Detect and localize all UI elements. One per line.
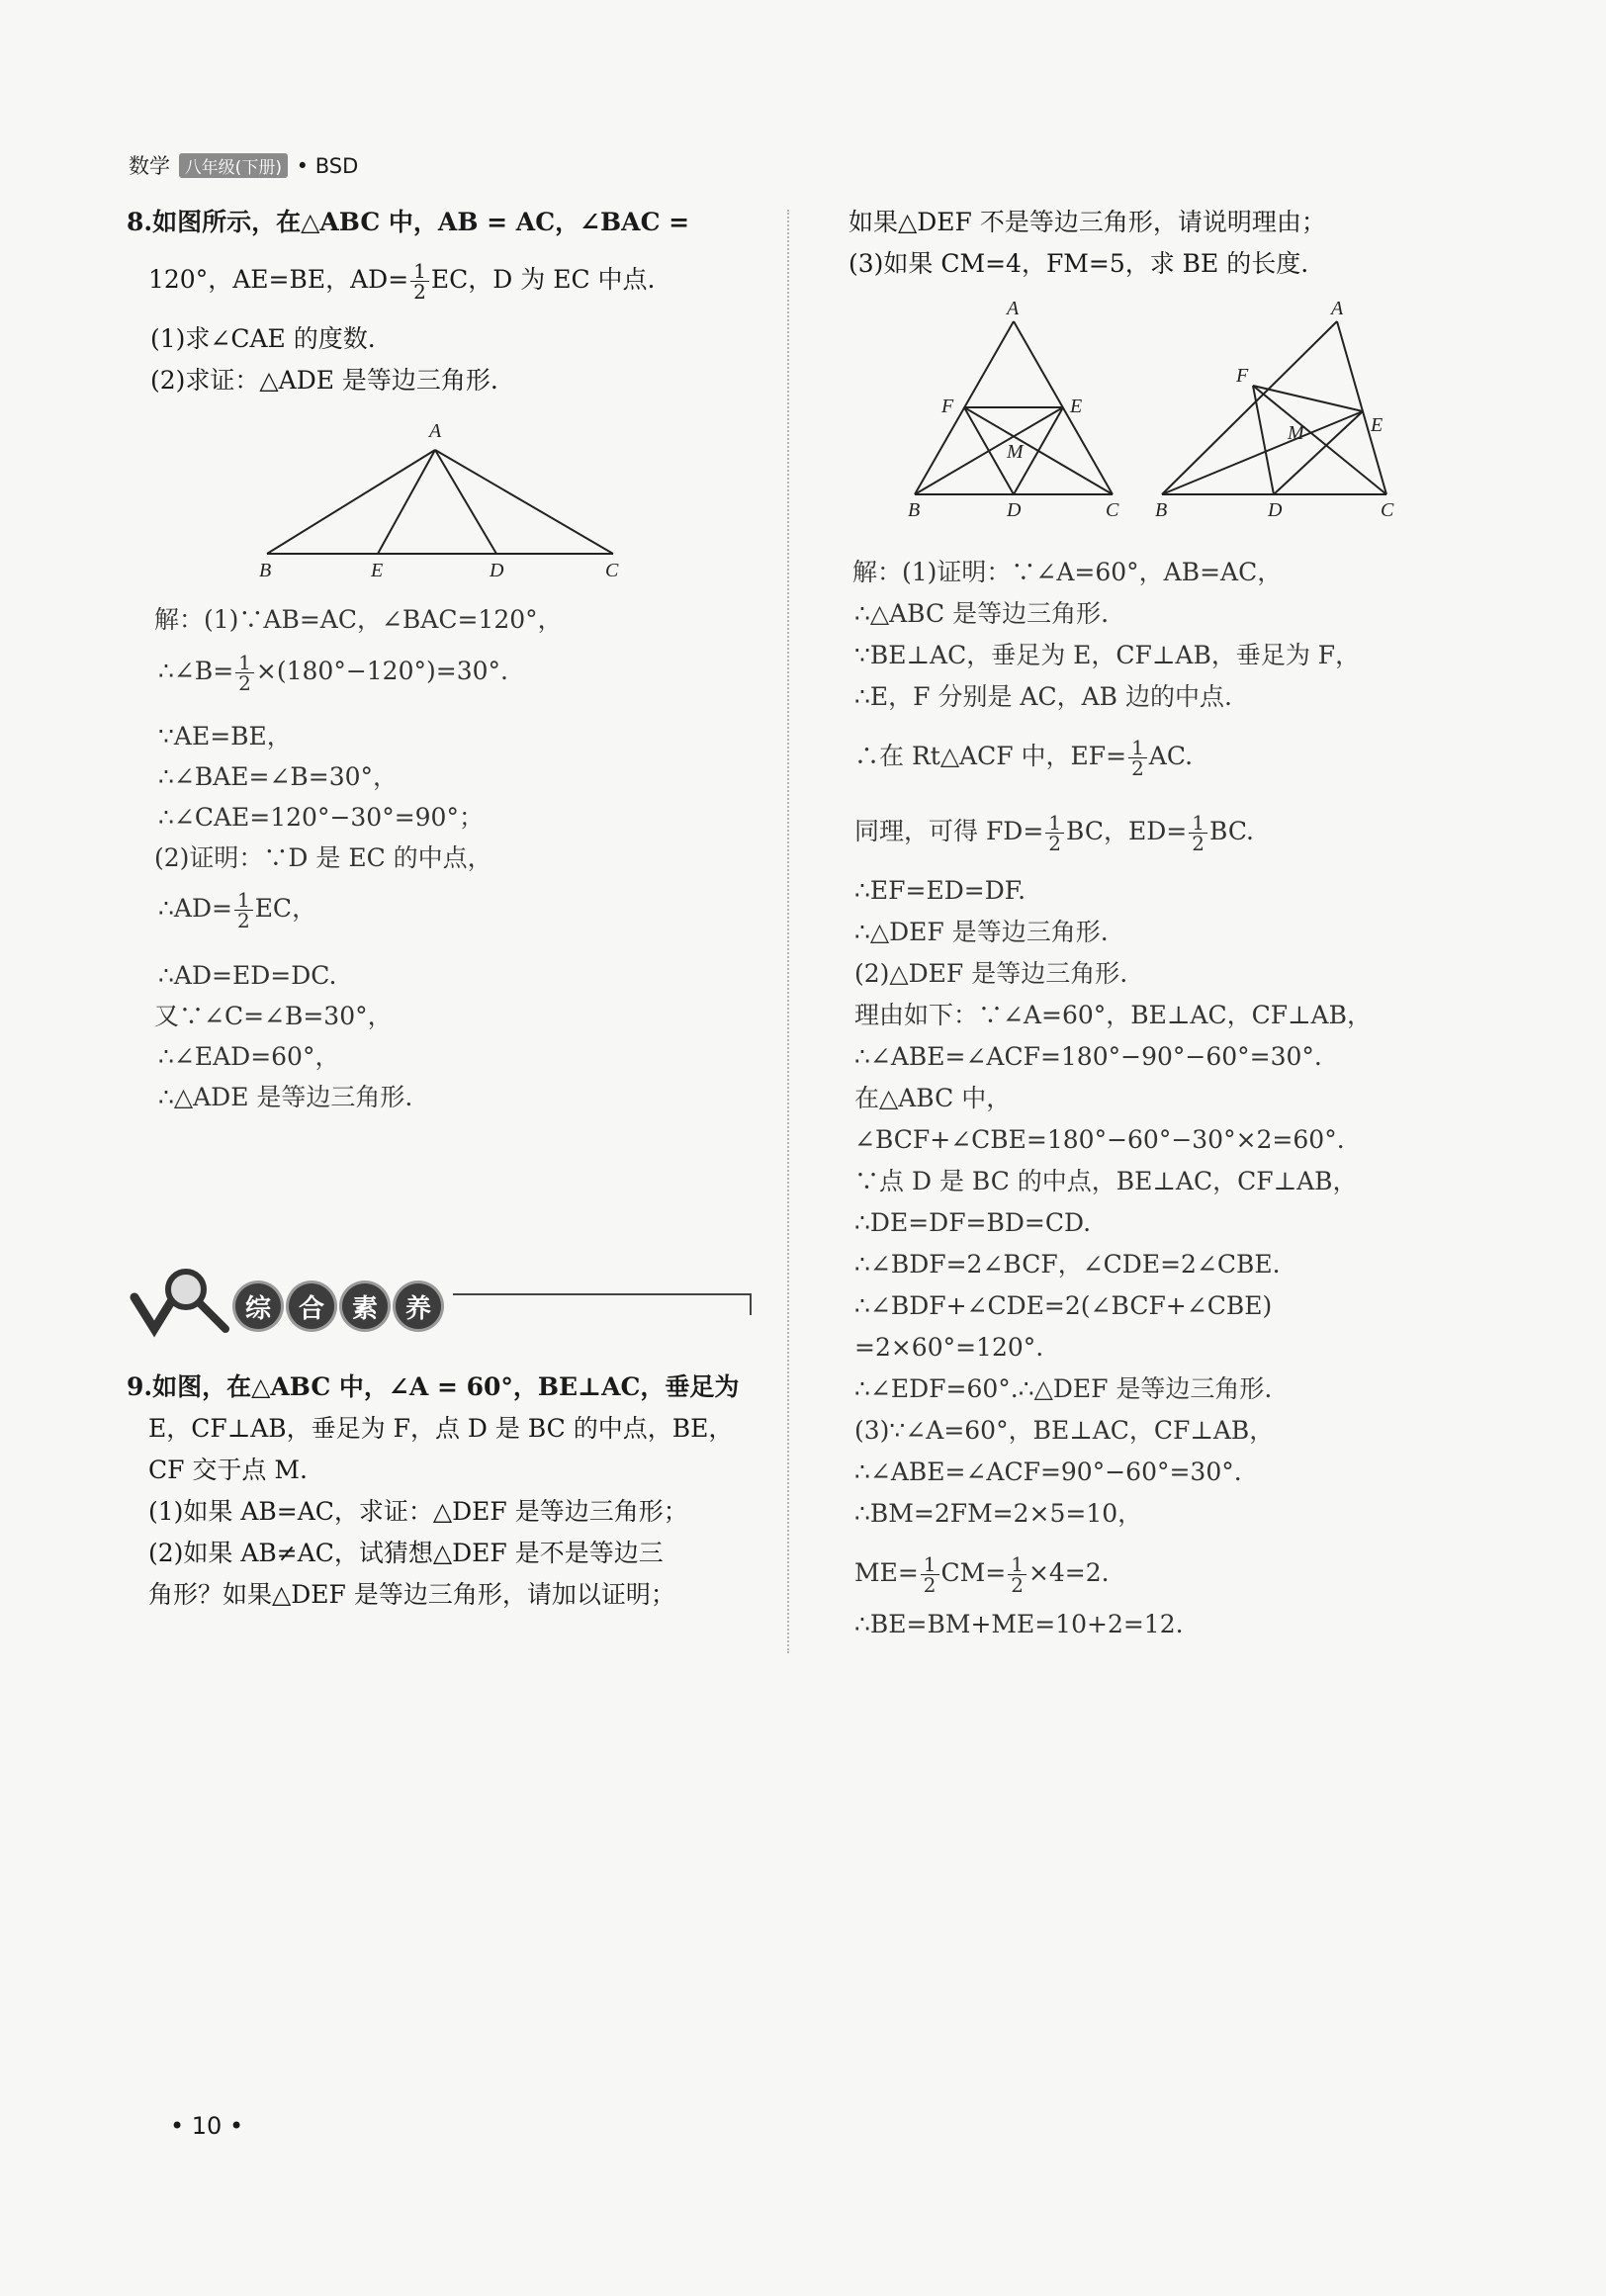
label-e: E [1371, 414, 1383, 436]
label-d: D [1268, 499, 1283, 521]
sol9-line-22: ∴BM=2FM=2×5=10， [854, 1499, 1143, 1528]
sol9-line-15: ∴DE=DF=BD=CD. [854, 1208, 1092, 1237]
sol9-line-4: ∴E，F 分别是 AC，AB 边的中点. [854, 682, 1232, 711]
header-edition: BSD [314, 154, 359, 178]
fraction-denominator: 2 [923, 1573, 937, 1597]
fraction [921, 1554, 939, 1595]
sol8-line-1: 解：(1)∵AB=AC，∠BAC=120°， [154, 605, 563, 634]
label-a: A [429, 420, 442, 442]
sol9-line-3: ∵BE⊥AC，垂足为 E，CF⊥AB，垂足为 F， [854, 641, 1361, 669]
sol9-line-6a: 同理，可得 FD= [854, 817, 1044, 845]
label-c: C [605, 560, 619, 581]
q8-part-1: (1)求∠CAE 的度数. [150, 324, 376, 353]
q9-right-line-2: (3)如果 CM=4，FM=5，求 BE 的长度. [848, 249, 1309, 278]
label-a: A [1331, 298, 1344, 319]
sol9-line-12: 在△ABC 中， [854, 1084, 1012, 1112]
segment-ad [435, 450, 496, 554]
q8-line-1: 8.如图所示，在△ABC 中，AB = AC，∠BAC = [127, 208, 690, 236]
label-c: C [1381, 499, 1394, 521]
column-divider [787, 210, 789, 1653]
q9-right-line-1: 如果△DEF 不是等边三角形，请说明理由； [848, 208, 1326, 236]
label-f: F [941, 396, 954, 417]
sol9-line-13: ∠BCF+∠CBE=180°−60°−30°×2=60°. [854, 1125, 1345, 1154]
sol9-line-14: ∵点 D 是 BC 的中点，BE⊥AC，CF⊥AB， [854, 1167, 1358, 1195]
sol9-line-5a: ∴在 Rt△ACF 中，EF= [854, 742, 1127, 770]
sol9-line-1: 解：(1)证明：∵∠A=60°，AB=AC， [852, 558, 1283, 586]
fraction-numerator: 1 [921, 1554, 939, 1575]
sol9-line-20: (3)∵∠A=60°，BE⊥AC，CF⊥AB， [854, 1416, 1275, 1445]
sol9-line-2: ∴△ABC 是等边三角形. [854, 599, 1110, 628]
figure-equilateral-q9 [900, 297, 1137, 524]
fraction [1045, 813, 1064, 853]
sol8-line-4: ∴∠BAE=∠B=30°， [158, 762, 399, 791]
label-f: F [1236, 365, 1249, 387]
figure-triangle-abc-q8 [247, 415, 643, 583]
sol9-line-19: ∴∠EDF=60°.∴△DEF 是等边三角形. [854, 1374, 1273, 1403]
sol8-line-7 [158, 890, 316, 930]
fraction-numerator: 1 [1008, 1554, 1026, 1575]
label-d: D [1007, 499, 1022, 521]
sol9-line-17: ∴∠BDF+∠CDE=2(∠BCF+∠CBE) [854, 1291, 1273, 1320]
fraction [235, 653, 254, 693]
label-c: C [1106, 499, 1119, 521]
sol8-line-7b: EC， [254, 894, 317, 923]
q9-line-6: 角形？如果△DEF 是等边三角形，请加以证明； [148, 1580, 675, 1609]
label-a: A [1007, 298, 1020, 319]
section-char-1: 综 [235, 1283, 281, 1329]
sol9-line-11: ∴∠ABE=∠ACF=180°−90°−60°=30°. [854, 1042, 1322, 1071]
sol9-line-23b: CM= [940, 1558, 1007, 1587]
sol8-line-2 [158, 653, 508, 693]
sol9-line-16: ∴∠BDF=2∠BCF，∠CDE=2∠CBE. [854, 1250, 1281, 1279]
section-rule [453, 1293, 752, 1315]
sol9-line-24: ∴BE=BM+ME=10+2=12. [854, 1610, 1184, 1638]
sol9-line-6 [854, 813, 1254, 853]
sol9-line-21: ∴∠ABE=∠ACF=90°−60°=30°. [854, 1457, 1242, 1486]
fraction-numerator: 1 [1128, 738, 1147, 758]
page-header [129, 150, 358, 180]
sol9-line-6c: BC. [1208, 817, 1255, 845]
label-b: B [908, 499, 921, 521]
section-char-2: 合 [289, 1283, 334, 1329]
q8-part-2: (2)求证：△ADE 是等边三角形. [150, 366, 498, 395]
fraction-denominator: 2 [1011, 1573, 1024, 1597]
label-d: D [490, 560, 504, 581]
section-char-4: 养 [396, 1283, 441, 1329]
label-e: E [1070, 396, 1083, 417]
edge-ac [435, 450, 613, 554]
sol8-line-5: ∴∠CAE=120°−30°=90°； [158, 803, 484, 832]
sol9-line-9: (2)△DEF 是等边三角形. [854, 959, 1128, 988]
fraction-denominator: 2 [1131, 756, 1144, 780]
q9-line-4: (1)如果 AB=AC，求证：△DEF 是等边三角形； [148, 1497, 688, 1526]
sol8-line-11: ∴△ADE 是等边三角形. [158, 1083, 413, 1111]
sol9-line-18: =2×60°=120°. [854, 1333, 1044, 1362]
sol9-line-23c: ×4=2. [1027, 1558, 1110, 1587]
fraction [1189, 813, 1207, 853]
fraction [234, 890, 253, 930]
header-subject: 数学 [129, 154, 170, 178]
sol9-line-7: ∴EF=ED=DF. [854, 876, 1026, 905]
page-number: • 10 • [170, 2112, 244, 2140]
sol8-line-9: 又∵∠C=∠B=30°， [154, 1002, 393, 1030]
sol9-line-23a: ME= [854, 1558, 919, 1587]
label-b: B [259, 560, 272, 581]
sol8-line-2b: ×(180°−120°)=30°. [255, 657, 508, 685]
q8-line-2 [148, 261, 655, 302]
fraction-numerator: 1 [410, 261, 429, 282]
fraction [410, 261, 429, 302]
q9-line-1: 9.如图，在△ABC 中，∠A = 60°，BE⊥AC，垂足为 [127, 1372, 740, 1401]
fraction-numerator: 1 [1189, 813, 1207, 834]
sol8-line-10: ∴∠EAD=60°， [158, 1042, 340, 1071]
q8-line-2b: EC，D 为 EC 中点. [430, 265, 656, 294]
q8-line-2a: 120°，AE=BE，AD= [148, 265, 409, 294]
fraction [1008, 1554, 1026, 1595]
fraction-numerator: 1 [234, 890, 253, 911]
sol8-line-8: ∴AD=ED=DC. [158, 961, 337, 990]
fraction-denominator: 2 [238, 671, 251, 695]
sol8-line-2a: ∴∠B= [158, 657, 234, 685]
section-badge [127, 1258, 759, 1347]
sol8-line-3: ∵AE=BE， [158, 722, 292, 751]
label-e: E [371, 560, 384, 581]
label-b: B [1155, 499, 1168, 521]
label-m: M [1288, 422, 1304, 444]
magnifier-check-icon [127, 1258, 235, 1347]
figure-general-q9 [1147, 297, 1414, 524]
fraction-denominator: 2 [413, 280, 426, 304]
sol9-line-10: 理由如下：∵∠A=60°，BE⊥AC，CF⊥AB， [854, 1001, 1372, 1029]
header-dot: • [296, 154, 310, 178]
sol9-line-6b: BC，ED= [1066, 817, 1188, 845]
section-char-3: 素 [342, 1283, 388, 1329]
fraction [1128, 738, 1147, 778]
segment-ae [378, 450, 435, 554]
fraction-denominator: 2 [1048, 832, 1062, 855]
sol9-line-5 [854, 738, 1193, 778]
label-m: M [1007, 441, 1024, 463]
sol9-line-5b: AC. [1148, 742, 1194, 770]
fraction-numerator: 1 [1045, 813, 1064, 834]
fraction-numerator: 1 [235, 653, 254, 673]
sol8-line-6: (2)证明：∵D 是 EC 的中点， [154, 843, 492, 872]
sol9-line-23 [854, 1554, 1110, 1595]
q9-line-5: (2)如果 AB≠AC，试猜想△DEF 是不是等边三 [148, 1539, 664, 1567]
sol8-line-7a: ∴AD= [158, 894, 232, 923]
edge-ab [267, 450, 435, 554]
header-grade: 八年级(下册) [179, 153, 288, 178]
q9-line-3: CF 交于点 M. [148, 1456, 308, 1484]
q9-line-2: E，CF⊥AB，垂足为 F，点 D 是 BC 的中点，BE， [148, 1414, 734, 1443]
sol9-line-8: ∴△DEF 是等边三角形. [854, 918, 1109, 946]
fraction-denominator: 2 [236, 909, 250, 932]
fraction-denominator: 2 [1192, 832, 1204, 855]
